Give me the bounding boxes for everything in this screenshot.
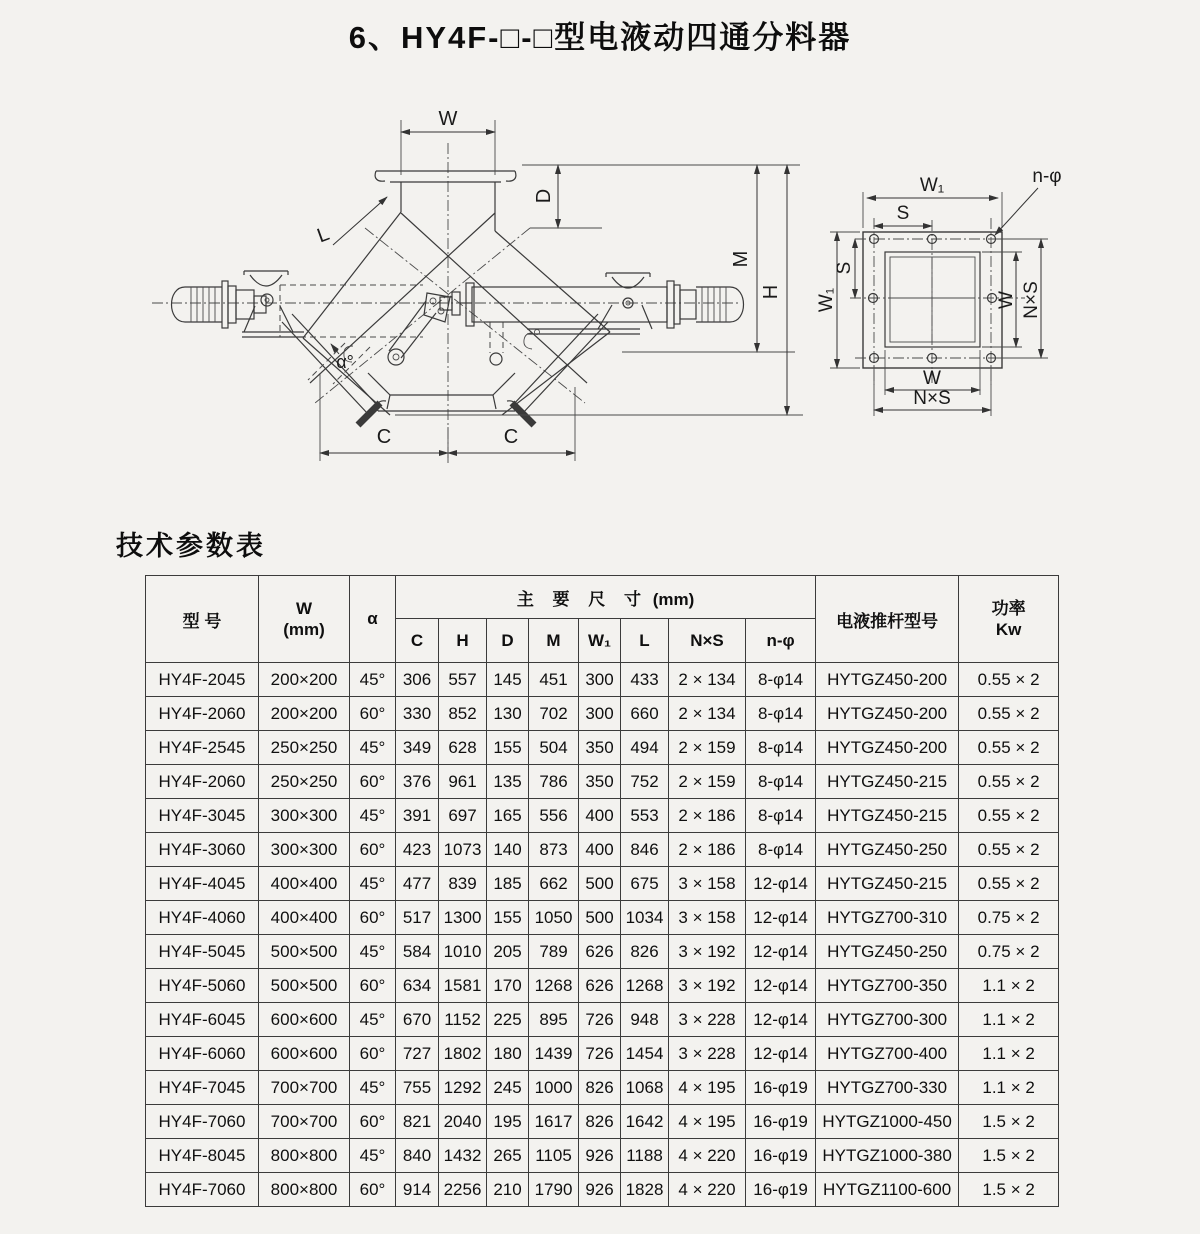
table-cell: 1073 [439,833,487,867]
table-cell: 1.1 × 2 [959,1003,1059,1037]
table-cell: 300×300 [259,833,350,867]
dim-h: H [760,284,782,300]
table-cell: 821 [396,1105,439,1139]
table-cell: HYTGZ700-300 [816,1003,959,1037]
table-cell: 45° [350,1003,396,1037]
table-cell: 12-φ14 [746,901,816,935]
table-cell: 300 [579,663,621,697]
table-cell: 145 [487,663,529,697]
table-cell: HYTGZ700-350 [816,969,959,1003]
table-cell: 12-φ14 [746,1003,816,1037]
table-cell: 12-φ14 [746,935,816,969]
dim-l: L [314,222,333,248]
table-cell: 4 × 220 [669,1139,746,1173]
table-cell: 700×700 [259,1071,350,1105]
table-cell: 675 [621,867,669,901]
table-cell: 553 [621,799,669,833]
table-cell: 350 [579,731,621,765]
table-cell: 306 [396,663,439,697]
table-cell: 200×200 [259,663,350,697]
table-cell: 0.55 × 2 [959,765,1059,799]
table-cell: 200×200 [259,697,350,731]
table-cell: 477 [396,867,439,901]
table-cell: 697 [439,799,487,833]
table-cell: 8-φ14 [746,663,816,697]
table-cell: 45° [350,1139,396,1173]
dim-w1-top: W₁ [919,175,945,196]
parameters-table [145,575,1059,1207]
table-cell: 45° [350,663,396,697]
table-row [146,833,1059,867]
table-cell: HYTGZ450-200 [816,663,959,697]
table-cell: HYTGZ1100-600 [816,1173,959,1207]
table-cell: 660 [621,697,669,731]
diagram-flange-view [810,140,1110,440]
table-cell: 135 [487,765,529,799]
table-cell: 60° [350,1173,396,1207]
col-subheader: H [439,619,487,663]
table-cell: 662 [529,867,579,901]
table-cell: 752 [621,765,669,799]
table-cell: 1.1 × 2 [959,1071,1059,1105]
table-cell: HY4F-2060 [146,697,259,731]
table-cell: 45° [350,935,396,969]
table-cell: 504 [529,731,579,765]
dim-nxs-right: N×S [1021,281,1042,319]
table-cell: 1617 [529,1105,579,1139]
table-cell: HYTGZ1000-380 [816,1139,959,1173]
table-cell: 852 [439,697,487,731]
table-cell: 170 [487,969,529,1003]
table-cell: 2 × 186 [669,799,746,833]
table-cell: 517 [396,901,439,935]
table-cell: 726 [579,1003,621,1037]
table-cell: 895 [529,1003,579,1037]
table-cell: 2 × 159 [669,731,746,765]
table-cell: 1581 [439,969,487,1003]
table-row [146,1003,1059,1037]
table-cell: 1268 [529,969,579,1003]
col-header-model: 型 号 [146,576,259,663]
table-cell: 1105 [529,1139,579,1173]
table-cell: 350 [579,765,621,799]
col-header-alpha: α [350,576,396,663]
table-cell: 45° [350,799,396,833]
table-cell: 800×800 [259,1139,350,1173]
table-cell: 0.55 × 2 [959,867,1059,901]
table-cell: 670 [396,1003,439,1037]
table-cell: 400×400 [259,901,350,935]
col-subheader: L [621,619,669,663]
table-cell: 2 × 186 [669,833,746,867]
main-dims-label: 主 要 尺 寸 [516,589,648,609]
table-cell: 1828 [621,1173,669,1207]
table-cell: 3 × 192 [669,969,746,1003]
table-cell: 8-φ14 [746,697,816,731]
table-cell: 2256 [439,1173,487,1207]
table-cell: 1050 [529,901,579,935]
table-cell: HYTGZ450-215 [816,867,959,901]
table-cell: 330 [396,697,439,731]
table-cell: 45° [350,731,396,765]
table-cell: 1000 [529,1071,579,1105]
table-cell: 1188 [621,1139,669,1173]
table-cell: HY4F-8045 [146,1139,259,1173]
table-cell: 300 [579,697,621,731]
table-cell: 140 [487,833,529,867]
table-cell: HYTGZ700-400 [816,1037,959,1071]
table-cell: HY4F-5060 [146,969,259,1003]
table-cell: 1790 [529,1173,579,1207]
table-cell: 600×600 [259,1037,350,1071]
table-cell: 205 [487,935,529,969]
table-cell: HY4F-3060 [146,833,259,867]
table-cell: 400 [579,833,621,867]
table-cell: 400 [579,799,621,833]
table-cell: 12-φ14 [746,1037,816,1071]
table-cell: 3 × 158 [669,901,746,935]
table-cell: 1802 [439,1037,487,1071]
table-cell: 400×400 [259,867,350,901]
table-cell: 60° [350,833,396,867]
table-cell: 8-φ14 [746,799,816,833]
table-cell: 1010 [439,935,487,969]
table-cell: 556 [529,799,579,833]
table-row [146,1105,1059,1139]
table-cell: HY4F-2045 [146,663,259,697]
table-cell: HY4F-7045 [146,1071,259,1105]
table-cell: 451 [529,663,579,697]
table-cell: 245 [487,1071,529,1105]
power-label: 功率 [991,598,1026,618]
table-cell: 195 [487,1105,529,1139]
dim-s-left: S [834,261,855,275]
col-subheader: D [487,619,529,663]
diagram-side-view [140,85,820,493]
dim-c-right: C [503,426,519,448]
dim-w: W [438,108,458,130]
table-cell: 626 [579,969,621,1003]
table-cell: HYTGZ450-250 [816,935,959,969]
table-cell: 826 [579,1071,621,1105]
table-row [146,731,1059,765]
table-cell: 3 × 192 [669,935,746,969]
table-cell: 265 [487,1139,529,1173]
table-cell: 634 [396,969,439,1003]
table-cell: HY4F-6045 [146,1003,259,1037]
table-cell: 0.75 × 2 [959,935,1059,969]
table-cell: 926 [579,1139,621,1173]
table-cell: HY4F-7060 [146,1173,259,1207]
dim-alpha: α° [336,352,354,372]
table-cell: 0.75 × 2 [959,901,1059,935]
table-cell: 1268 [621,969,669,1003]
table-cell: 961 [439,765,487,799]
dim-w-bottom: W [923,368,941,389]
table-cell: 180 [487,1037,529,1071]
table-cell: 1.5 × 2 [959,1139,1059,1173]
table-cell: 786 [529,765,579,799]
table-cell: 0.55 × 2 [959,833,1059,867]
dim-s-top: S [896,203,910,224]
col-header-w-symbol: W [295,598,313,618]
table-cell: 727 [396,1037,439,1071]
col-subheader: M [529,619,579,663]
table-cell: 0.55 × 2 [959,799,1059,833]
table-row [146,1173,1059,1207]
table-cell: HYTGZ1000-450 [816,1105,959,1139]
col-header-w [259,576,350,663]
table-cell: 155 [487,731,529,765]
table-cell: 16-φ19 [746,1105,816,1139]
table-cell: 60° [350,1105,396,1139]
table-cell: 4 × 195 [669,1105,746,1139]
table-row [146,1071,1059,1105]
table-cell: 494 [621,731,669,765]
table-cell: 726 [579,1037,621,1071]
table-cell: HYTGZ450-215 [816,799,959,833]
power-unit: Kw [995,620,1022,639]
table-cell: 165 [487,799,529,833]
main-dims-unit: (mm) [652,589,695,609]
table-cell: 4 × 220 [669,1173,746,1207]
table-cell: 0.55 × 2 [959,697,1059,731]
table-cell: 755 [396,1071,439,1105]
table-cell: 800×800 [259,1173,350,1207]
table-cell: 3 × 228 [669,1003,746,1037]
table-cell: 626 [579,935,621,969]
table-cell: 423 [396,833,439,867]
table-cell: HYTGZ700-330 [816,1071,959,1105]
table-cell: HYTGZ450-215 [816,765,959,799]
table-cell: 500×500 [259,969,350,1003]
table-cell: 300×300 [259,799,350,833]
table-cell: 16-φ19 [746,1071,816,1105]
dim-nxs-bottom: N×S [913,388,951,409]
table-cell: 185 [487,867,529,901]
table-cell: 1152 [439,1003,487,1037]
col-header-w-unit: (mm) [283,620,325,639]
table-cell: 16-φ19 [746,1139,816,1173]
table-cell: 500×500 [259,935,350,969]
table-row [146,969,1059,1003]
table-cell: 557 [439,663,487,697]
table-cell: 1642 [621,1105,669,1139]
table-cell: 376 [396,765,439,799]
table-cell: 846 [621,833,669,867]
table-cell: 873 [529,833,579,867]
table-cell: 1.5 × 2 [959,1173,1059,1207]
table-cell: 16-φ19 [746,1173,816,1207]
table-cell: 914 [396,1173,439,1207]
col-subheader: n-φ [746,619,816,663]
table-cell: 826 [579,1105,621,1139]
table-cell: HY4F-5045 [146,935,259,969]
table-cell: 584 [396,935,439,969]
table-row [146,663,1059,697]
table-cell: 225 [487,1003,529,1037]
table-cell: HY4F-4045 [146,867,259,901]
table-cell: HYTGZ700-310 [816,901,959,935]
col-header-actuator: 电液推杆型号 [816,576,959,663]
table-cell: 60° [350,969,396,1003]
table-cell: 789 [529,935,579,969]
table-cell: 130 [487,697,529,731]
table-cell: 840 [396,1139,439,1173]
table-cell: 250×250 [259,765,350,799]
section-heading: 技术参数表 [116,531,266,561]
table-cell: 4 × 195 [669,1071,746,1105]
table-cell: 628 [439,731,487,765]
table-cell: 702 [529,697,579,731]
table-row [146,901,1059,935]
table-cell: 1432 [439,1139,487,1173]
col-header-power [959,576,1059,663]
table-cell: 500 [579,867,621,901]
table-cell: 2 × 159 [669,765,746,799]
table-cell: 2 × 134 [669,697,746,731]
table-cell: HYTGZ450-250 [816,833,959,867]
col-header-main-dims [396,576,816,619]
table-cell: 8-φ14 [746,731,816,765]
table-cell: 155 [487,901,529,935]
table-cell: 1454 [621,1037,669,1071]
dim-w1-left: W₁ [816,287,837,313]
table-cell: 250×250 [259,731,350,765]
table-cell: 8-φ14 [746,765,816,799]
dim-m: M [730,250,752,268]
table-cell: 1439 [529,1037,579,1071]
dim-n-phi: n-φ [1032,166,1062,187]
table-cell: 500 [579,901,621,935]
table-cell: 1.1 × 2 [959,1037,1059,1071]
table-cell: 60° [350,1037,396,1071]
table-cell: 60° [350,901,396,935]
table-cell: 2 × 134 [669,663,746,697]
table-cell: 926 [579,1173,621,1207]
table-cell: HY4F-4060 [146,901,259,935]
dim-c-left: C [376,426,392,448]
col-subheader: N×S [669,619,746,663]
table-cell: 1.1 × 2 [959,969,1059,1003]
table-cell: 2040 [439,1105,487,1139]
table-cell: 3 × 158 [669,867,746,901]
table-row [146,867,1059,901]
table-row [146,697,1059,731]
table-cell: 60° [350,765,396,799]
table-cell: HY4F-3045 [146,799,259,833]
table-cell: HY4F-2060 [146,765,259,799]
table-cell: 0.55 × 2 [959,663,1059,697]
table-cell: HYTGZ450-200 [816,731,959,765]
table-row [146,1139,1059,1173]
table-cell: 12-φ14 [746,867,816,901]
table-cell: 1300 [439,901,487,935]
table-cell: 826 [621,935,669,969]
table-cell: 349 [396,731,439,765]
table-cell: 433 [621,663,669,697]
col-subheader: C [396,619,439,663]
table-row [146,765,1059,799]
table-cell: 3 × 228 [669,1037,746,1071]
table-cell: HY4F-7060 [146,1105,259,1139]
table-row [146,935,1059,969]
table-row [146,799,1059,833]
table-cell: 1292 [439,1071,487,1105]
table-cell: HY4F-6060 [146,1037,259,1071]
table-cell: 1068 [621,1071,669,1105]
table-cell: 45° [350,867,396,901]
table-cell: 948 [621,1003,669,1037]
page-title: 6、HY4F-□-□型电液动四通分料器 [348,20,852,55]
table-cell: HYTGZ450-200 [816,697,959,731]
dim-w-right: W [996,291,1017,309]
table-cell: 839 [439,867,487,901]
table-cell: 0.55 × 2 [959,731,1059,765]
col-subheader: W₁ [579,619,621,663]
dim-d: D [533,188,555,204]
table-cell: 60° [350,697,396,731]
table-cell: 391 [396,799,439,833]
table-cell: HY4F-2545 [146,731,259,765]
table-cell: 12-φ14 [746,969,816,1003]
table-cell: 45° [350,1071,396,1105]
table-cell: 8-φ14 [746,833,816,867]
table-cell: 600×600 [259,1003,350,1037]
table-cell: 210 [487,1173,529,1207]
table-cell: 700×700 [259,1105,350,1139]
table-row [146,1037,1059,1071]
table-cell: 1.5 × 2 [959,1105,1059,1139]
table-cell: 1034 [621,901,669,935]
